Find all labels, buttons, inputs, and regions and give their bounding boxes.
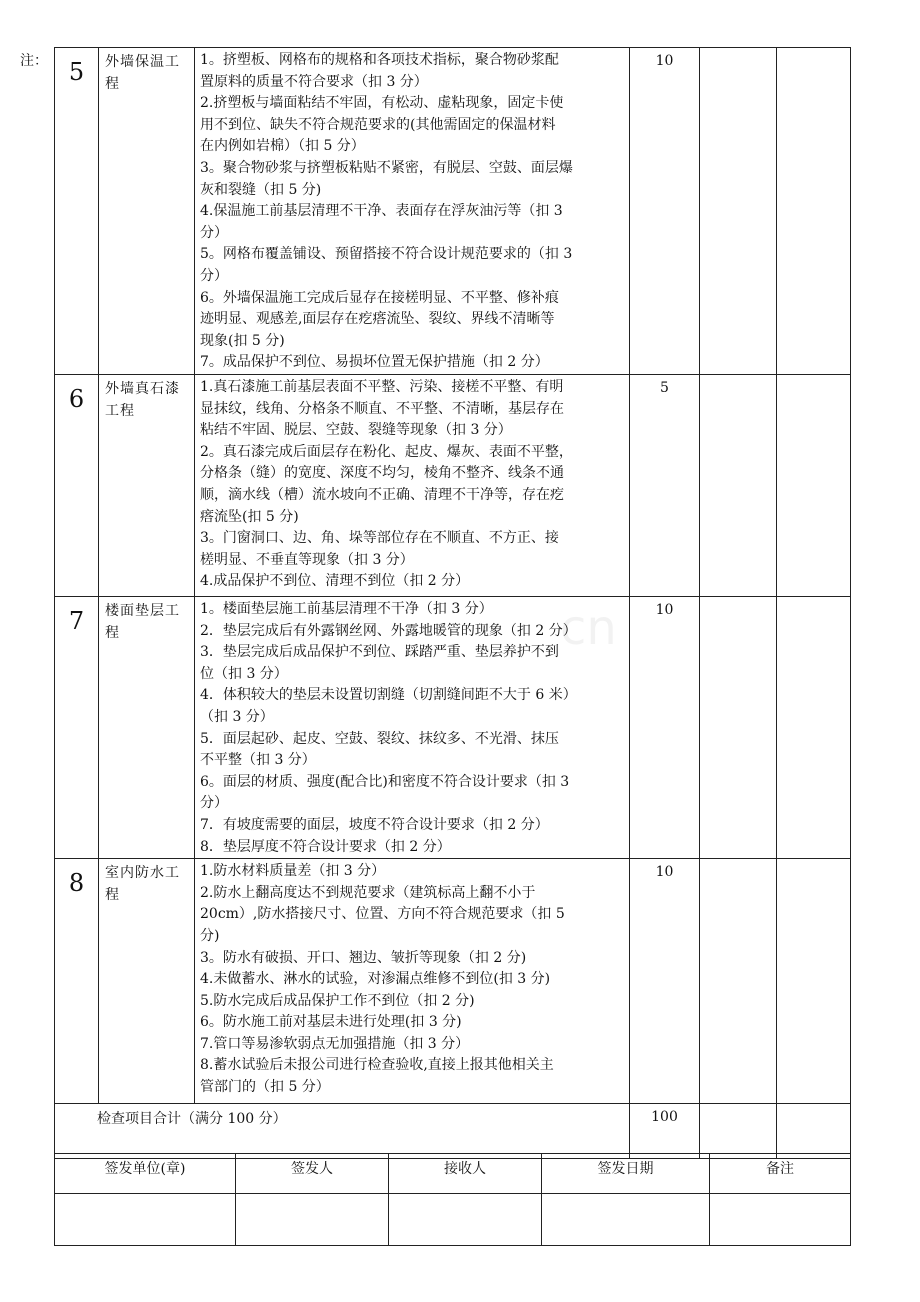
total-row	[55, 1104, 851, 1159]
project-name: 外墙保温工程	[99, 48, 195, 375]
criteria-line: 8．垫层厚度不符合设计要求（扣 2 分）	[200, 838, 451, 855]
criteria-line: 2．垫层完成后有外露钢丝网、外露地暖管的现象（扣 2 分）	[200, 622, 577, 639]
criteria-line: 5.防水完成后成品保护工作不到位（扣 2 分)	[200, 992, 475, 1009]
signer-header: 签发人	[236, 1154, 389, 1194]
criteria-line: 4．体积较大的垫层未设置切割缝（切割缝间距不大于 6 米）	[200, 687, 577, 704]
criteria-line: 分）	[200, 795, 228, 812]
criteria-line: 5。网格布覆盖铺设、预留搭接不符合设计规范要求的（扣 3	[200, 246, 573, 263]
criteria-line: 粘结不牢固、脱层、空鼓、裂缝等现象（扣 3 分）	[200, 422, 512, 439]
criteria-line: 3．垫层完成后成品保护不到位、踩踏严重、垫层养护不到	[200, 644, 559, 661]
inspection-table	[54, 47, 851, 1159]
watermark: cn	[560, 600, 617, 656]
receiver-field[interactable]	[389, 1194, 542, 1246]
criteria-line: 4.成品保护不到位、清理不到位（扣 2 分）	[200, 573, 470, 590]
inspection-criteria	[195, 597, 630, 859]
blank-score-cell[interactable]	[700, 375, 777, 597]
table-row	[55, 48, 851, 375]
criteria-line: 现象(扣 5 分)	[200, 332, 285, 349]
sign-unit-field[interactable]	[55, 1194, 236, 1246]
full-score: 5	[630, 375, 700, 597]
blank-score-cell[interactable]	[777, 859, 851, 1104]
criteria-line: 在内例如岩棉）（扣 5 分）	[200, 138, 365, 155]
total-score: 100	[630, 1104, 700, 1159]
criteria-line: 5．面层起砂、起皮、空鼓、裂纹、抹纹多、不光滑、抹压	[200, 730, 559, 747]
total-label: 检查项目合计（满分 100 分）	[55, 1104, 630, 1159]
project-name: 外墙真石漆工程	[99, 375, 195, 597]
table-row	[55, 375, 851, 597]
criteria-line: 分）	[200, 224, 228, 241]
blank-score-cell[interactable]	[777, 597, 851, 859]
criteria-line: 2。真石漆完成后面层存在粉化、起皮、爆灰、表面不平整，	[200, 443, 573, 460]
sign-date-header: 签发日期	[542, 1154, 710, 1194]
total-blank-cell	[700, 1104, 777, 1159]
criteria-line: 用不到位、缺失不符合规范要求的(其他需固定的保温材料	[200, 116, 556, 133]
blank-score-cell[interactable]	[700, 48, 777, 375]
criteria-line: 置原料的质量不符合要求（扣 3 分）	[200, 73, 428, 90]
criteria-line: 1.防水材料质量差（扣 3 分）	[200, 863, 386, 880]
inspection-criteria	[195, 859, 630, 1104]
blank-score-cell[interactable]	[777, 375, 851, 597]
table-row	[55, 597, 851, 859]
criteria-line: 6。防水施工前对基层未进行处理(扣 3 分)	[200, 1014, 462, 1031]
project-name: 楼面垫层工程	[99, 597, 195, 859]
criteria-line: 顺，滴水线（槽）流水坡向不正确、清理不干净等，存在疙	[200, 486, 564, 503]
full-score: 10	[630, 859, 700, 1104]
receiver-header: 接收人	[389, 1154, 542, 1194]
criteria-line: 位（扣 3 分）	[200, 665, 288, 682]
criteria-line: 6。面层的材质、强度(配合比)和密度不符合设计要求（扣 3	[200, 773, 570, 790]
blank-score-cell[interactable]	[700, 597, 777, 859]
criteria-line: 分）	[200, 267, 228, 284]
criteria-line: 2.防水上翻高度达不到规范要求（建筑标高上翻不小于	[200, 884, 536, 901]
criteria-line: 1。楼面垫层施工前基层清理不干净（扣 3 分）	[200, 601, 493, 617]
criteria-line: 4.保温施工前基层清理不干净、表面存在浮灰油污等（扣 3	[200, 203, 563, 220]
criteria-line: 6。外墙保温施工完成后显存在接槎明显、不平整、修补痕	[200, 289, 559, 306]
criteria-line: 1。挤塑板、网格布的规格和各项技术指标，聚合物砂浆配	[200, 52, 559, 68]
full-score: 10	[630, 597, 700, 859]
criteria-line: 20cm）,防水搭接尺寸、位置、方向不符合规范要求（扣 5	[200, 906, 565, 923]
criteria-line: 7.管口等易渗软弱点无加强措施（扣 3 分）	[200, 1035, 470, 1052]
criteria-line: 迹明显、观感差,面层存在疙瘩流坠、裂纹、界线不清晰等	[200, 311, 555, 328]
note-label: 注：	[20, 53, 48, 69]
criteria-line: 8.蓄水试验后未报公司进行检查验收,直接上报其他相关主	[200, 1057, 554, 1074]
criteria-line: 3。门窗洞口、边、角、垛等部位存在不顺直、不方正、接	[200, 530, 559, 547]
criteria-line: 3。防水有破损、开口、翘边、皱折等现象（扣 2 分)	[200, 949, 527, 966]
criteria-line: 不平整（扣 3 分）	[200, 752, 316, 769]
full-score: 10	[630, 48, 700, 375]
criteria-line: 1.真石漆施工前基层表面不平整、污染、接槎不平整、有明	[200, 379, 564, 395]
sign-header-row	[55, 1154, 851, 1194]
signer-field[interactable]	[236, 1194, 389, 1246]
criteria-line: 分格条（缝）的宽度、深度不均匀，棱角不整齐、线条不通	[200, 465, 564, 482]
criteria-line: 灰和裂缝（扣 5 分)	[200, 181, 322, 198]
criteria-line: 瘩流坠(扣 5 分)	[200, 508, 299, 525]
criteria-line: 槎明显、不垂直等现象（扣 3 分）	[200, 551, 414, 568]
total-blank-cell	[777, 1104, 851, 1159]
item-number: 7	[55, 597, 99, 859]
criteria-line: 7．有坡度需要的面层，坡度不符合设计要求（扣 2 分）	[200, 816, 549, 833]
blank-score-cell[interactable]	[700, 859, 777, 1104]
project-name: 室内防水工程	[99, 859, 195, 1104]
item-number: 6	[55, 375, 99, 597]
item-number: 5	[55, 48, 99, 375]
remarks-header: 备注	[710, 1154, 851, 1194]
criteria-line: 2.挤塑板与墙面粘结不牢固，有松动、虚粘现象，固定卡使	[200, 95, 564, 112]
criteria-line: （扣 3 分）	[200, 708, 274, 725]
sign-table	[54, 1153, 851, 1246]
criteria-line: 4.未做蓄水、淋水的试验，对渗漏点维修不到位(扣 3 分)	[200, 971, 551, 988]
sign-unit-header: 签发单位(章)	[55, 1154, 236, 1194]
inspection-criteria	[195, 48, 630, 375]
remarks-field[interactable]	[710, 1194, 851, 1246]
sign-input-row	[55, 1194, 851, 1246]
inspection-criteria	[195, 375, 630, 597]
criteria-line: 显抹纹，线角、分格条不顺直、不平整、不清晰，基层存在	[200, 400, 564, 417]
criteria-line: 管部门的（扣 5 分）	[200, 1079, 330, 1096]
table-row	[55, 859, 851, 1104]
item-number: 8	[55, 859, 99, 1104]
criteria-line: 3。聚合物砂浆与挤塑板粘贴不紧密，有脱层、空鼓、面层爆	[200, 159, 573, 176]
blank-score-cell[interactable]	[777, 48, 851, 375]
criteria-line: 7。成品保护不到位、易损坏位置无保护措施（扣 2 分）	[200, 354, 549, 371]
criteria-line: 分)	[200, 927, 220, 944]
sign-date-field[interactable]	[542, 1194, 710, 1246]
